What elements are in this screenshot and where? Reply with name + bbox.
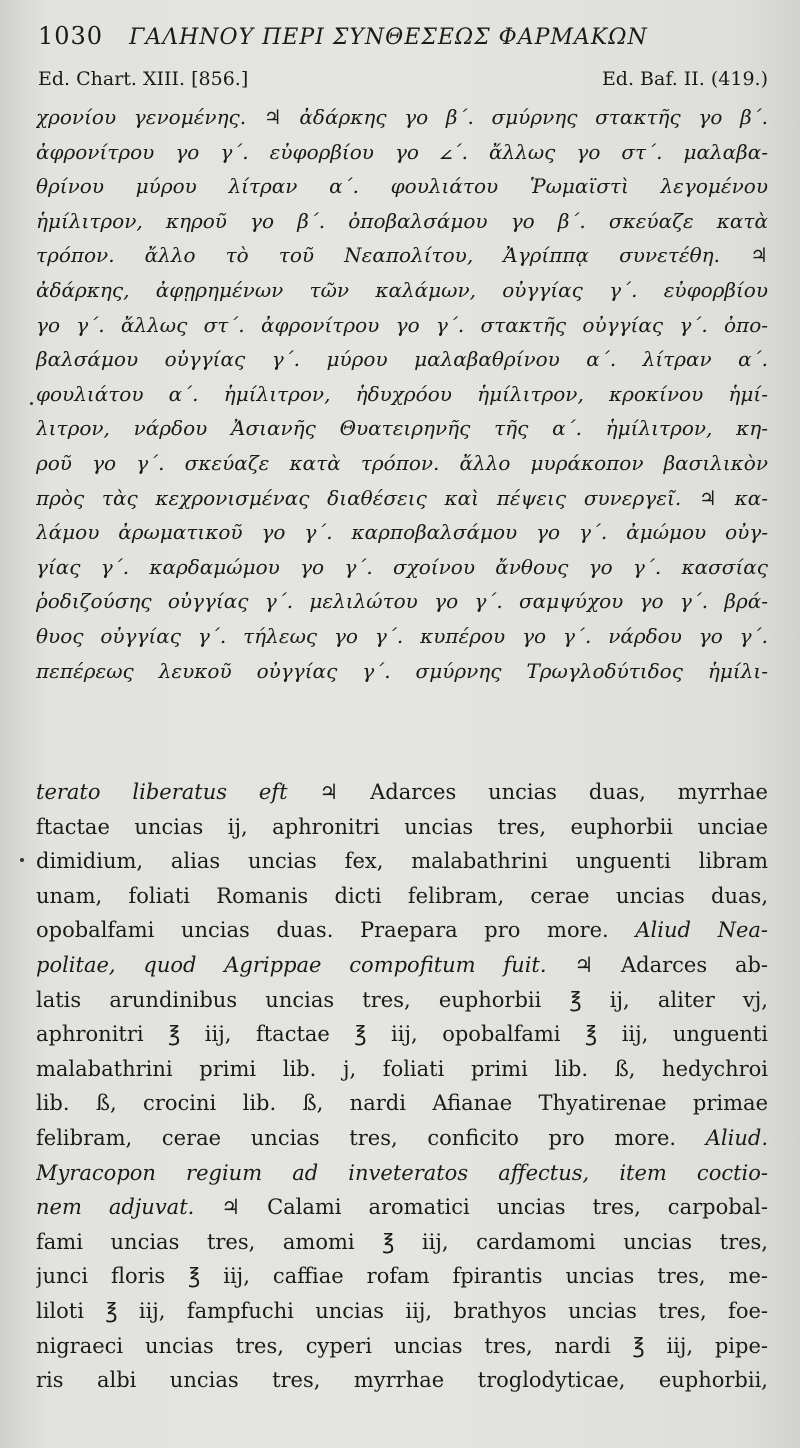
- greek-text-line: χρονίου γενομένης. ♃ ἀδάρκης γο β΄. σμύρνης στακτῆς γο β΄.: [36, 105, 768, 129]
- latin-text-line: [36, 1017, 768, 1052]
- roman-phrase: ris albi uncias tres, myrrhae troglodyticae, euphorbii,: [36, 1368, 768, 1393]
- italic-phrase: nem adjuvat.: [36, 1195, 195, 1220]
- edition-chartier-ref: Ed. Chart. XIII. [856.]: [38, 68, 249, 90]
- roman-phrase: lib. ß, crocini lib. ß, nardi Afianae Thyatirenae primae: [36, 1091, 768, 1116]
- latin-text-line: [36, 1156, 768, 1191]
- latin-text-line: [36, 983, 768, 1018]
- latin-text-line: [36, 948, 768, 983]
- greek-text-line: φουλιάτου α΄. ἡμίλιτρον, ἡδυχρόου ἡμίλιτρον, κροκίνου ἡμί-: [36, 381, 768, 406]
- page-number: 1030: [38, 22, 104, 50]
- greek-text-line: ἡμίλιτρον, κηροῦ γο β΄. ὀποβαλσάμου γο β΄. σκεύαζε κατὰ: [36, 208, 768, 233]
- roman-phrase: ftactae uncias ij, aphronitri uncias tres, euphorbii unciae: [36, 814, 768, 839]
- margin-speck: [20, 858, 24, 862]
- greek-text-line: βαλσάμου οὐγγίας γ΄. μύρου μαλαβαθρίνου α΄. λίτραν α΄.: [36, 347, 768, 372]
- greek-text-line: λάμου ἀρωματικοῦ γο γ΄. καρποβαλσάμου γο γ΄. ἀμώμου οὐγ-: [36, 520, 768, 545]
- roman-phrase: ♃ Adarces ab-: [546, 952, 768, 977]
- latin-text-line: [36, 1190, 768, 1225]
- roman-phrase: felibram, cerae uncias tres, conficito pro more.: [36, 1125, 706, 1150]
- greek-text-line: γίας γ΄. καρδαμώμου γο γ΄. σχοίνου ἄνθους γο γ΄. κασσίας: [36, 554, 768, 579]
- latin-text-line: [36, 775, 768, 810]
- roman-phrase: aphronitri ℥ iij, ftactae ℥ iij, opobalfami ℥ iij, unguenti: [36, 1022, 768, 1047]
- roman-phrase: nigraeci uncias tres, cyperi uncias tres, nardi ℥ iij, pipe-: [36, 1333, 768, 1358]
- roman-phrase: fami uncias tres, amomi ℥ iij, cardamomi uncias tres,: [36, 1229, 768, 1254]
- greek-text-line: γο γ΄. ἄλλως στ΄. ἀφρονίτρου γο γ΄. στακτῆς οὐγγίας γ΄. ὀπο-: [36, 312, 768, 337]
- latin-text-line: [36, 1086, 768, 1121]
- roman-phrase: liloti ℥ iij, fampfuchi uncias iij, brathyos uncias tres, foe-: [36, 1298, 768, 1323]
- roman-phrase: unam, foliati Romanis dicti felibram, cerae uncias duas,: [36, 883, 768, 908]
- latin-text-line: [36, 810, 768, 845]
- greek-text-line: λιτρον, νάρδου Ἀσιανῆς Θυατειρηνῆς τῆς α΄. ἡμίλιτρον, κη-: [36, 416, 768, 441]
- italic-phrase: Aliud.: [705, 1125, 768, 1150]
- roman-phrase: dimidium, alias uncias fex, malabathrini unguenti libram: [36, 849, 768, 874]
- latin-text-line: [36, 1259, 768, 1294]
- italic-phrase: Aliud Nea-: [635, 918, 768, 943]
- roman-phrase: latis arundinibus uncias tres, euphorbii ℥ ij, aliter vj,: [36, 987, 768, 1012]
- latin-text-line: [36, 844, 768, 879]
- greek-text-line: ἀφρονίτρου γο γ΄. εὐφορβίου γο 𐅵΄. ἄλλως γο στ΄. μαλαβα-: [36, 139, 768, 164]
- latin-text-line: [36, 1294, 768, 1329]
- edition-basel-ref: Ed. Baf. II. (419.): [601, 68, 768, 90]
- latin-text-block: [36, 775, 768, 1398]
- latin-text-line: [36, 1329, 768, 1364]
- greek-text-line: θυος οὐγγίας γ΄. τήλεως γο γ΄. κυπέρου γο γ΄. νάρδου γο γ΄.: [36, 623, 768, 648]
- margin-speck: [30, 402, 33, 405]
- greek-text-line: ἀδάρκης, ἀφῃρημένων τῶν καλάμων, οὐγγίας γ΄. εὐφορβίου: [36, 277, 768, 302]
- running-title: ΓΑΛΗΝΟΥ ΠΕΡΙ ΣΥΝΘΕΣΕΩΣ ΦΑΡΜΑΚΩΝ: [129, 25, 648, 50]
- greek-text-line: πρὸς τὰς κεχρονισμένας διαθέσεις καὶ πέψεις συνεργεῖ. ♃ κα-: [36, 485, 768, 510]
- latin-text-line: [36, 1225, 768, 1260]
- running-header: [38, 22, 768, 62]
- italic-phrase: terato liberatus eft: [36, 780, 288, 804]
- latin-text-line: [36, 1121, 768, 1156]
- italic-phrase: politae, quod Agrippae compofitum fuit.: [36, 952, 547, 977]
- greek-text-line: ροῦ γο γ΄. σκεύαζε κατὰ τρόπον. ἄλλο μυράκοπον βασιλικὸν: [36, 450, 768, 475]
- roman-phrase: junci floris ℥ iij, caffiae rofam fpirantis uncias tres, me-: [36, 1264, 768, 1289]
- greek-text-line: τρόπον. ἄλλο τὸ τοῦ Νεαπολίτου, Ἀγρίππᾳ συνετέθη. ♃: [36, 243, 768, 268]
- greek-text-line: ῥοδιζούσης οὐγγίας γ΄. μελιλώτου γο γ΄. σαμψύχου γο γ΄. βρά-: [36, 589, 768, 614]
- greek-text-line: πεπέρεως λευκοῦ οὐγγίας γ΄. σμύρνης Τρωγλοδύτιδος ἡμίλι-: [36, 658, 768, 683]
- latin-text-line: [36, 879, 768, 914]
- roman-phrase: malabathrini primi lib. j, foliati primi lib. ß, hedychroi: [36, 1056, 768, 1081]
- edition-reference-line: [38, 68, 768, 94]
- roman-phrase: opobalfami uncias duas. Praepara pro more.: [36, 918, 636, 943]
- latin-text-line: [36, 913, 768, 948]
- greek-text-line: θρίνου μύρου λίτραν α΄. φουλιάτου Ῥωμαϊστὶ λεγομένου: [36, 174, 768, 199]
- roman-phrase: ♃ Adarces uncias duas, myrrhae: [287, 780, 768, 804]
- latin-text-line: [36, 1363, 768, 1398]
- roman-phrase: ♃ Calami aromatici uncias tres, carpobal-: [194, 1195, 768, 1220]
- latin-text-line: [36, 1052, 768, 1087]
- italic-phrase: Myracopon regium ad inveteratos affectus, item coctio-: [36, 1160, 768, 1185]
- greek-text-block: [36, 100, 768, 688]
